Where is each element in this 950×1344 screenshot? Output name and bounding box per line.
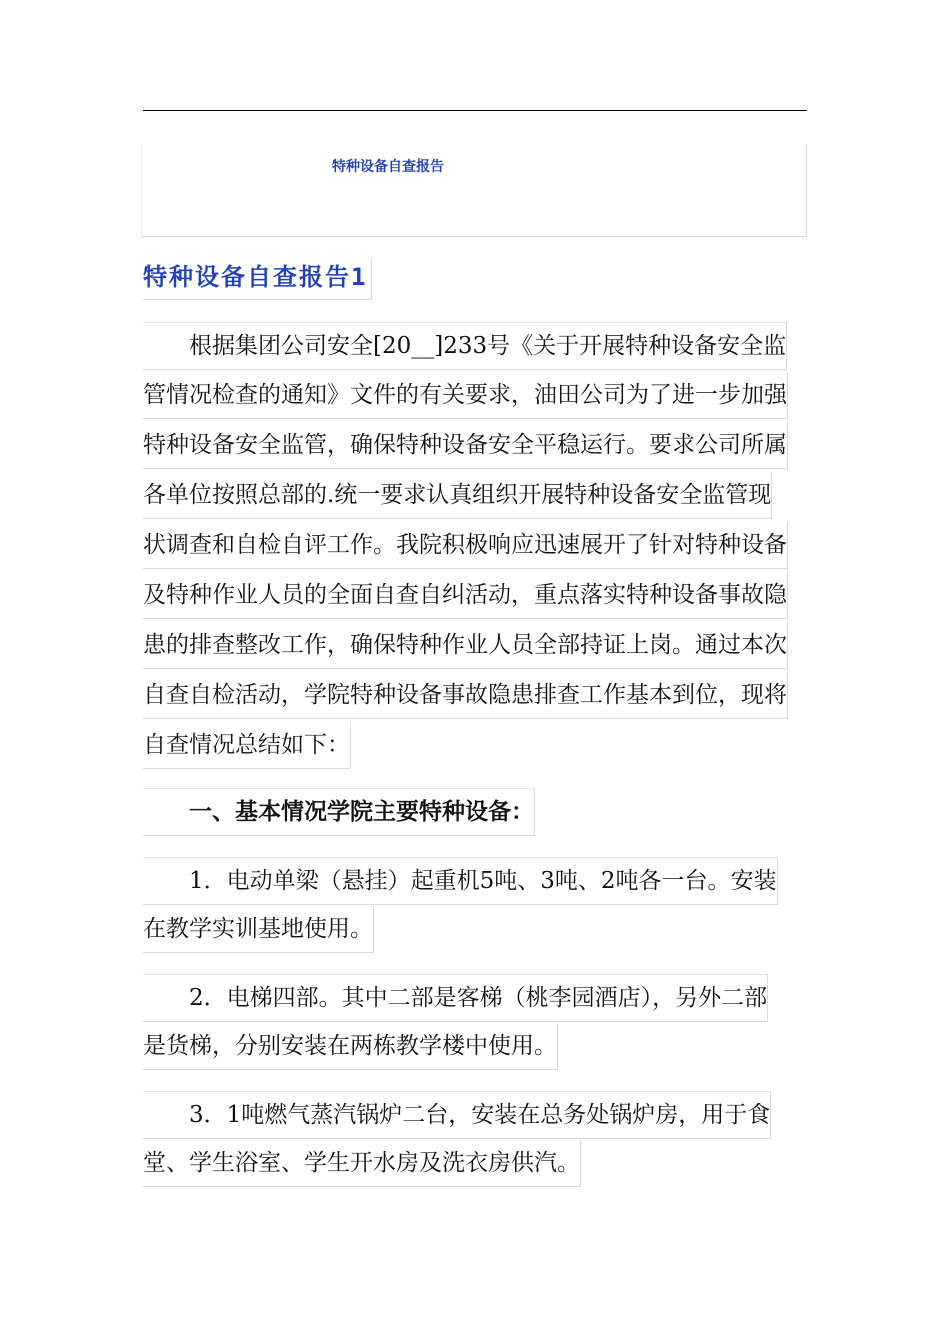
list-item-line: 堂、学生浴室、学生开水房及洗衣房供汽。 [143,1140,581,1187]
list-item-line: 1．电动单梁（悬挂）起重机5吨、3吨、2吨各一台。安装 [143,857,778,905]
paragraph-line: 患的排查整改工作，确保特种作业人员全部持证上岗。通过本次 [143,622,788,669]
paragraph-line: 管情况检查的通知》文件的有关要求，油田公司为了进一步加强 [143,372,788,419]
paragraph-line: 根据集团公司安全[20__]233号《关于开展特种设备安全监 [143,322,787,370]
paragraph-line: 及特种作业人员的全面自查自纠活动，重点落实特种设备事故隐 [143,572,788,619]
header-title: 特种设备自查报告 [332,159,444,175]
document-heading: 特种设备自查报告1 [143,259,372,300]
list-item-line: 是货梯，分别安装在两栋教学楼中使用。 [143,1023,558,1070]
paragraph-line: 各单位按照总部的.统一要求认真组织开展特种设备安全监管现 [143,472,772,519]
list-item-line: 2．电梯四部。其中二部是客梯（桃李园酒店），另外二部 [143,974,768,1022]
paragraph-line: 自查自检活动，学院特种设备事故隐患排查工作基本到位，现将 [143,672,788,719]
list-item-line: 3．1吨燃气蒸汽锅炉二台，安装在总务处锅炉房，用于食 [143,1091,771,1139]
paragraph-line: 状调查和自检自评工作。我院积极响应迅速展开了针对特种设备 [143,522,788,569]
header-box [141,144,807,237]
header-rule [143,110,807,111]
paragraph-line: 自查情况总结如下： [143,722,351,769]
section-heading: 一、基本情况学院主要特种设备： [143,788,535,836]
paragraph-line: 特种设备安全监管，确保特种设备安全平稳运行。要求公司所属 [143,422,788,469]
list-item-line: 在教学实训基地使用。 [143,906,374,953]
